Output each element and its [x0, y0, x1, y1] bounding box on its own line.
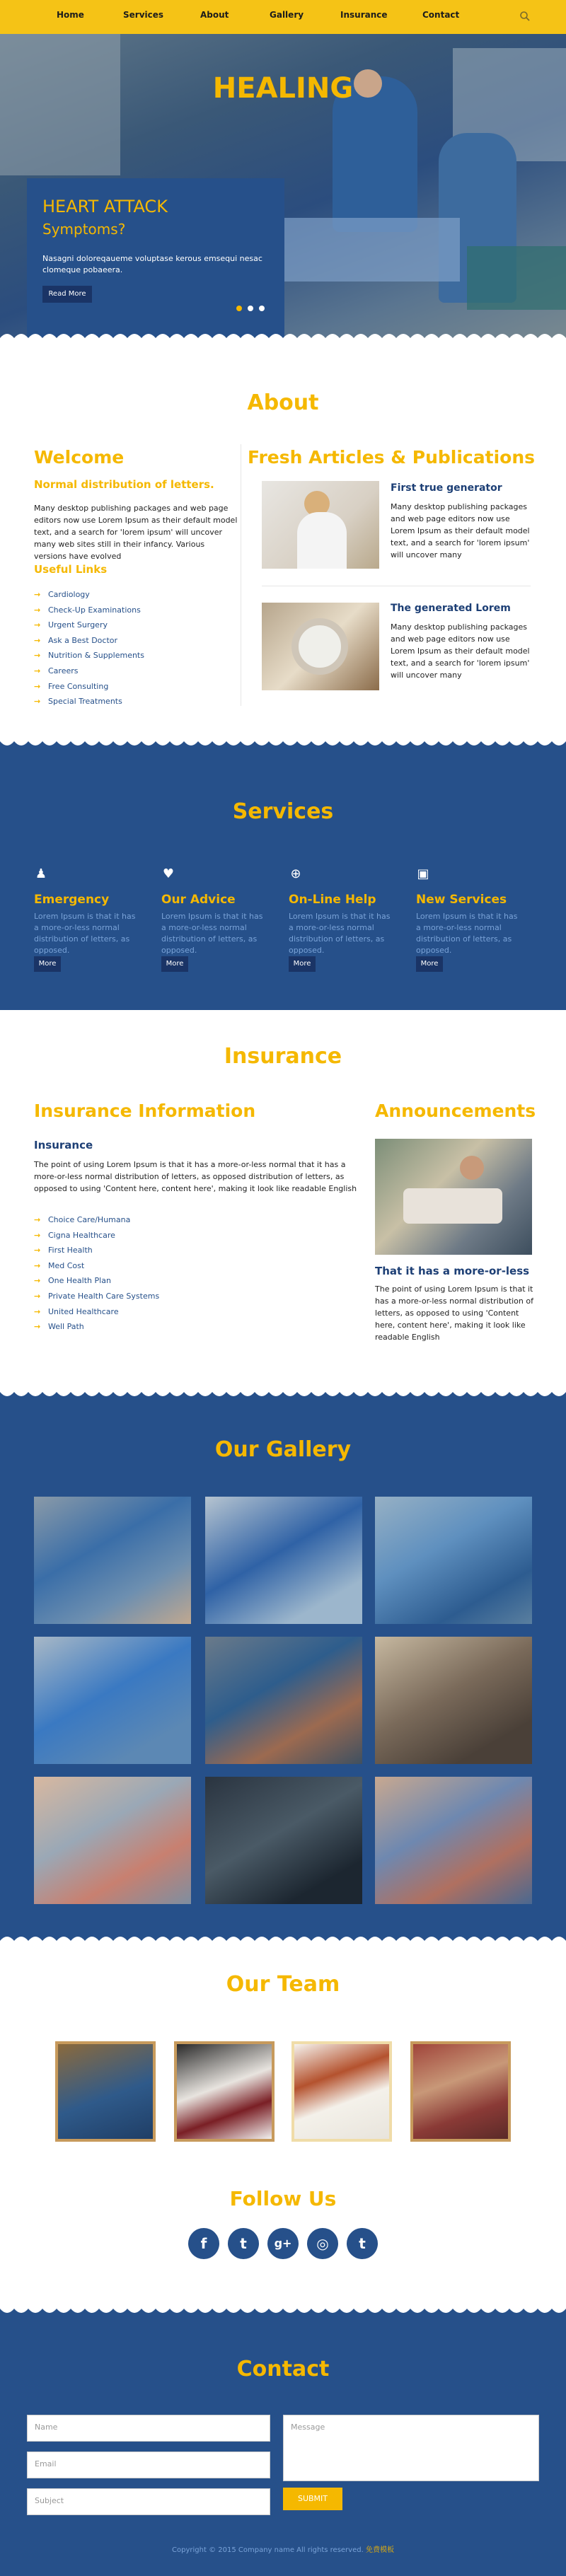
- hero-equipment2-shape: [467, 246, 566, 310]
- nav-contact[interactable]: Contact: [422, 10, 460, 20]
- link-nutrition[interactable]: → Nutrition & Supplements: [34, 648, 232, 663]
- gallery-image[interactable]: [205, 1637, 362, 1764]
- gallery-image[interactable]: [375, 1497, 532, 1624]
- insurance-info-heading: Insurance Information: [34, 1101, 256, 1121]
- gallery-image[interactable]: [375, 1637, 532, 1764]
- insurance-links-list: [34, 1212, 232, 1335]
- slider-dot[interactable]: [248, 306, 253, 311]
- insurance-text: The point of using Lorem Ipsum is that it has a more-or-less normal that it has a more-or-less normal distribution of letters, as opposed distribution of letters, as opposed to using 'Content here, content here', making it look like readable English: [34, 1160, 357, 1193]
- link-special-treatments[interactable]: → Special Treatments: [34, 694, 232, 709]
- hero-wave-divider: [0, 330, 566, 345]
- nav-about[interactable]: About: [200, 10, 229, 20]
- service-title-advice: Our Advice: [161, 893, 236, 907]
- insurance-link[interactable]: → Med Cost: [34, 1258, 232, 1274]
- insurance-title: Insurance: [224, 1044, 342, 1069]
- insurance-link[interactable]: → Choice Care/Humana: [34, 1212, 232, 1228]
- service-text: Lorem Ipsum is that it has a more-or-less normal distribution of letters, as opposed.: [34, 912, 136, 955]
- link-checkup[interactable]: → Check-Up Examinations: [34, 603, 232, 618]
- briefcase-icon: ▣: [417, 866, 429, 881]
- user-icon: ♟: [35, 866, 47, 881]
- gallery-image[interactable]: [34, 1777, 191, 1904]
- team-member-photo[interactable]: [174, 2041, 275, 2142]
- team-member-photo[interactable]: [410, 2041, 511, 2142]
- hero-title: HEALING: [212, 72, 354, 105]
- insurance-subheading: Insurance: [34, 1139, 93, 1151]
- about-title: About: [247, 390, 319, 415]
- announcement-subheading: That it has a more-or-less: [375, 1265, 530, 1277]
- service-more-button[interactable]: More: [34, 956, 61, 972]
- gallery-title: Our Gallery: [214, 1437, 352, 1462]
- announcements-heading: Announcements: [375, 1101, 536, 1121]
- useful-links-heading: Useful Links: [34, 563, 108, 576]
- message-textarea[interactable]: Message: [283, 2415, 539, 2481]
- name-input[interactable]: Name: [27, 2415, 270, 2442]
- read-more-button[interactable]: Read More: [42, 286, 92, 303]
- insurance-link[interactable]: → Cigna Healthcare: [34, 1228, 232, 1243]
- article-image-shape: [291, 618, 348, 675]
- service-title-emergency: Emergency: [34, 893, 110, 907]
- hero-caption-title: HEART ATTACK: [42, 197, 168, 216]
- article-image: [262, 481, 379, 569]
- services-title: Services: [232, 799, 334, 824]
- copyright-text: Copyright © 2015 Company name All rights reserved.: [172, 2546, 364, 2554]
- insurance-link[interactable]: → United Healthcare: [34, 1304, 232, 1320]
- gallery-wave-top: [0, 1383, 566, 1400]
- link-cardiology[interactable]: → Cardiology: [34, 587, 232, 603]
- top-nav: [0, 0, 566, 34]
- service-more-button[interactable]: More: [416, 956, 443, 972]
- hero-caption-subtitle: Symptoms?: [42, 221, 126, 238]
- search-icon[interactable]: [519, 11, 531, 22]
- gallery-wave-bottom: [0, 1932, 566, 1949]
- services-section: [0, 741, 566, 1010]
- insurance-link[interactable]: → First Health: [34, 1243, 232, 1258]
- announcement-image: [375, 1139, 532, 1255]
- insurance-link[interactable]: → Well Path: [34, 1319, 232, 1335]
- nav-services[interactable]: Services: [123, 10, 164, 20]
- service-text: Lorem Ipsum is that it has a more-or-less normal distribution of letters, as opposed.: [161, 912, 263, 955]
- team-member-photo[interactable]: [55, 2041, 156, 2142]
- contact-section: [0, 2309, 566, 2576]
- articles-heading: Fresh Articles & Publications: [248, 447, 535, 468]
- service-title-online-help: On-Line Help: [289, 893, 376, 907]
- link-careers[interactable]: → Careers: [34, 663, 232, 679]
- announcement-image-shape: [460, 1156, 484, 1180]
- gallery-image[interactable]: [205, 1777, 362, 1904]
- article-image-shape: [297, 512, 347, 569]
- facebook-icon[interactable]: f: [188, 2228, 219, 2259]
- slider-dot-active[interactable]: [236, 306, 242, 311]
- plus-circle-icon: ⊕: [290, 866, 301, 881]
- article-image: [262, 603, 379, 690]
- submit-button[interactable]: SUBMIT: [283, 2488, 342, 2510]
- nav-insurance[interactable]: Insurance: [340, 10, 388, 20]
- contact-wave-top: [0, 2300, 566, 2317]
- twitter-icon[interactable]: t: [228, 2228, 259, 2259]
- service-more-button[interactable]: More: [161, 956, 188, 972]
- services-wave-top: [0, 733, 566, 750]
- team-title: Our Team: [226, 1972, 340, 1997]
- nav-gallery[interactable]: Gallery: [270, 10, 304, 20]
- insurance-link[interactable]: → One Health Plan: [34, 1273, 232, 1289]
- hero-caption-box: [27, 178, 284, 338]
- copyright: [0, 2543, 566, 2554]
- insurance-link[interactable]: → Private Health Care Systems: [34, 1289, 232, 1304]
- service-text: Lorem Ipsum is that it has a more-or-less normal distribution of letters, as opposed.: [416, 912, 518, 955]
- gallery-image[interactable]: [34, 1637, 191, 1764]
- useful-links-list: [34, 587, 232, 709]
- email-input[interactable]: Email: [27, 2452, 270, 2478]
- follow-title: Follow Us: [229, 2187, 337, 2210]
- team-member-photo[interactable]: [291, 2041, 392, 2142]
- announcement-image-shape: [403, 1188, 502, 1224]
- gallery-section: [0, 1392, 566, 1941]
- gallery-image[interactable]: [34, 1497, 191, 1624]
- service-text: Lorem Ipsum is that it has a more-or-less normal distribution of letters, as opposed.: [289, 912, 391, 955]
- gallery-image[interactable]: [205, 1497, 362, 1624]
- link-urgent-surgery[interactable]: → Urgent Surgery: [34, 617, 232, 633]
- article-title[interactable]: First true generator: [391, 482, 502, 494]
- nav-home[interactable]: Home: [57, 10, 84, 20]
- welcome-subheading: Normal distribution of letters.: [34, 478, 214, 491]
- heart-icon: ♥: [162, 866, 175, 881]
- welcome-heading: Welcome: [34, 447, 125, 468]
- welcome-text: Many desktop publishing packages and web page editors now use Lorem Ipsum as their default model text, and a search for 'lorem ipsum' will uncover many web sites still in their infancy. Various versions have evolved: [34, 504, 238, 561]
- instagram-icon[interactable]: ◎: [307, 2228, 338, 2259]
- slider-dot[interactable]: [259, 306, 265, 311]
- article-text: Many desktop publishing packages and web page editors now use Lorem Ipsum as their default model text, and a search for 'lorem ipsum' will uncover many: [391, 502, 530, 559]
- contact-title: Contact: [236, 2357, 330, 2381]
- link-free-consulting[interactable]: → Free Consulting: [34, 679, 232, 695]
- hero-equipment-shape: [0, 34, 120, 175]
- link-ask-doctor[interactable]: → Ask a Best Doctor: [34, 633, 232, 649]
- service-more-button[interactable]: More: [289, 956, 316, 972]
- hero-caption-text: Nasagni doloreqaueme voluptase kerous emsequi nesac clomeque pobaeerа.: [42, 254, 262, 274]
- service-title-new-services: New Services: [416, 893, 507, 907]
- tumblr-icon[interactable]: t: [347, 2228, 378, 2259]
- gallery-image[interactable]: [375, 1777, 532, 1904]
- hero-slider: [0, 34, 566, 345]
- copyright-link[interactable]: 免费模板: [365, 2546, 394, 2554]
- announcement-text: The point of using Lorem Ipsum is that it has a more-or-less normal distribution of letters, as opposed to using 'Content here, content here', making it look like readable English: [375, 1284, 533, 1342]
- article-text: Many desktop publishing packages and web page editors now use Lorem Ipsum as their default model text, and a search for 'lorem ipsum' will uncover many: [391, 622, 530, 680]
- article-title[interactable]: The generated Lorem: [391, 603, 511, 614]
- subject-input[interactable]: Subject: [27, 2488, 270, 2515]
- google-plus-icon[interactable]: g+: [267, 2228, 299, 2259]
